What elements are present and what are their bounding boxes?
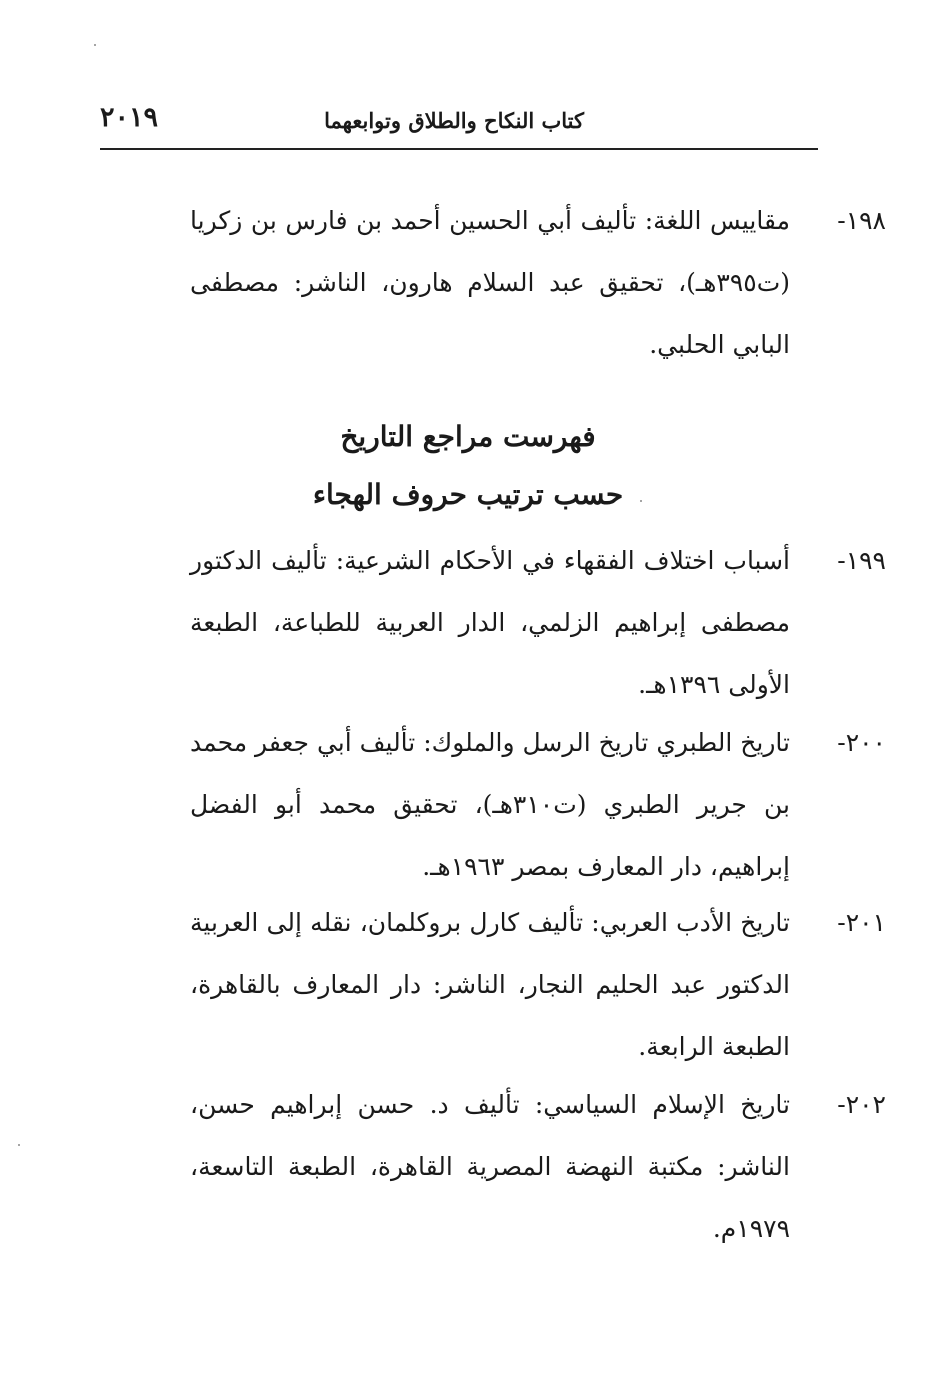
- entry-text: تاريخ الطبري تاريخ الرسل والملوك: تأليف أبي جعفر محمد بن جرير الطبري (ت٣١٠هـ)، تحقيق محمد أبو الفضل إبراهيم، دار المعارف بمصر ١٩٦٣هـ.: [190, 728, 790, 881]
- scan-speck: [94, 44, 96, 46]
- entry-text: مقاييس اللغة: تأليف أبي الحسين أحمد بن فارس بن زكريا (ت٣٩٥هـ)، تحقيق عبد السلام هارون، الناشر: مصطفى البابي الحلبي.: [190, 206, 790, 359]
- reference-entry-202: [190, 1074, 886, 1260]
- scan-speck: [18, 1144, 20, 1146]
- entry-text: أسباب اختلاف الفقهاء في الأحكام الشرعية: تأليف الدكتور مصطفى إبراهيم الزلمي، الدار العربية للطباعة، الطبعة الأولى ١٣٩٦هـ.: [190, 546, 790, 699]
- section-subtitle: حسب ترتيب حروف الهجاء: [312, 478, 624, 511]
- entry-number: ٢٠٠-: [837, 728, 886, 757]
- page-number: ٢٠١٩: [100, 102, 159, 133]
- entry-number: ١٩٩-: [837, 546, 886, 575]
- running-title: كتاب النكاح والطلاق وتوابعهما: [324, 108, 584, 133]
- entry-text: تاريخ الأدب العربي: تأليف كارل بروكلمان، نقله إلى العربية الدكتور عبد الحليم النجار، الناشر: دار المعارف بالقاهرة، الطبعة الرابعة.: [190, 908, 790, 1061]
- page-header: [100, 102, 818, 150]
- entry-number: ٢٠٢-: [837, 1090, 886, 1119]
- reference-entry-201: [190, 892, 886, 1078]
- scan-speck: [640, 500, 642, 502]
- entry-text: تاريخ الإسلام السياسي: تأليف د. حسن إبراهيم حسن، الناشر: مكتبة النهضة المصرية القاهرة، الطبعة التاسعة، ١٩٧٩م.: [190, 1090, 790, 1243]
- entry-number: ١٩٨-: [837, 206, 886, 235]
- reference-entry-198: [190, 190, 886, 376]
- reference-entry-199: [190, 530, 886, 716]
- entry-number: ٢٠١-: [837, 908, 886, 937]
- section-title: فهرست مراجع التاريخ: [340, 420, 596, 453]
- reference-entry-200: [190, 712, 886, 898]
